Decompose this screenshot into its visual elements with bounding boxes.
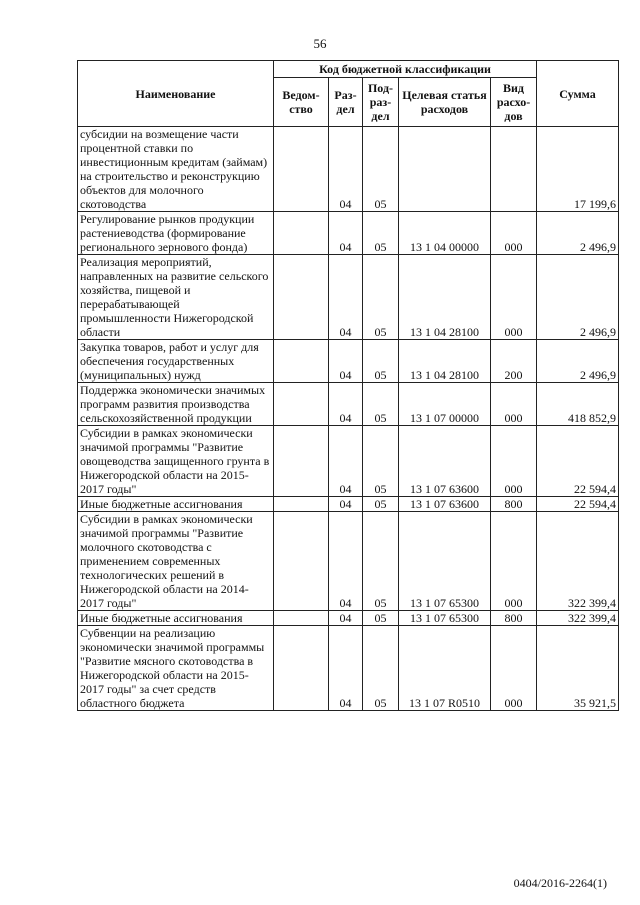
- row-sum: 2 496,9: [537, 255, 619, 340]
- table-row: [78, 497, 619, 512]
- row-razdel: 04: [329, 512, 363, 611]
- row-podrazdel: 05: [363, 340, 399, 383]
- row-podrazdel: 05: [363, 212, 399, 255]
- row-podrazdel: 05: [363, 255, 399, 340]
- row-target-article: [399, 127, 491, 212]
- row-razdel: 04: [329, 340, 363, 383]
- row-expense-type: 800: [491, 497, 537, 512]
- row-vedomstvo: [274, 426, 329, 497]
- row-razdel: 04: [329, 212, 363, 255]
- row-sum: 22 594,4: [537, 426, 619, 497]
- row-name: Регулирование рынков продукции растениеводства (формирование регионального зернового фонда): [78, 212, 274, 255]
- row-expense-type: 200: [491, 340, 537, 383]
- row-podrazdel: 05: [363, 626, 399, 711]
- row-sum: 418 852,9: [537, 383, 619, 426]
- row-target-article: 13 1 07 63600: [399, 426, 491, 497]
- row-vedomstvo: [274, 383, 329, 426]
- row-target-article: 13 1 07 65300: [399, 611, 491, 626]
- row-target-article: 13 1 04 28100: [399, 255, 491, 340]
- row-razdel: 04: [329, 127, 363, 212]
- row-target-article: 13 1 07 63600: [399, 497, 491, 512]
- table-row: [78, 626, 619, 711]
- row-sum: 17 199,6: [537, 127, 619, 212]
- row-target-article: 13 1 07 00000: [399, 383, 491, 426]
- row-vedomstvo: [274, 340, 329, 383]
- header-name: Наименование: [78, 61, 274, 127]
- row-name: Закупка товаров, работ и услуг для обеспечения государственных (муниципальных) нужд: [78, 340, 274, 383]
- row-target-article: 13 1 04 00000: [399, 212, 491, 255]
- row-sum: 322 399,4: [537, 512, 619, 611]
- row-expense-type: 000: [491, 426, 537, 497]
- row-podrazdel: 05: [363, 497, 399, 512]
- row-razdel: 04: [329, 626, 363, 711]
- table-row: [78, 383, 619, 426]
- row-podrazdel: 05: [363, 383, 399, 426]
- row-name: субсидии на возмещение части процентной ставки по инвестиционным кредитам (займам) на строительство и реконструкцию объектов для молочного скотоводства: [78, 127, 274, 212]
- row-podrazdel: 05: [363, 127, 399, 212]
- table-body: [78, 127, 619, 711]
- header-podrazdel: Под-раз-дел: [363, 78, 399, 127]
- row-podrazdel: 05: [363, 426, 399, 497]
- row-name: Субвенции на реализацию экономически значимой программы "Развитие мясного скотоводства в Нижегородской области на 2015-2017 годы" за счет средств областного бюджета: [78, 626, 274, 711]
- table-row: [78, 340, 619, 383]
- header-target-article: Целевая статья расходов: [399, 78, 491, 127]
- row-vedomstvo: [274, 611, 329, 626]
- row-target-article: 13 1 07 R0510: [399, 626, 491, 711]
- page-number: 56: [313, 36, 327, 51]
- table-row: [78, 255, 619, 340]
- table-row: [78, 512, 619, 611]
- row-expense-type: 800: [491, 611, 537, 626]
- row-vedomstvo: [274, 512, 329, 611]
- row-expense-type: 000: [491, 255, 537, 340]
- row-sum: 22 594,4: [537, 497, 619, 512]
- row-razdel: 04: [329, 255, 363, 340]
- row-target-article: 13 1 04 28100: [399, 340, 491, 383]
- row-name: Субсидии в рамках экономически значимой программы "Развитие овощеводства защищенного грунта в Нижегородской области на 2015-2017 годы": [78, 426, 274, 497]
- budget-table: [77, 60, 619, 711]
- row-expense-type: [491, 127, 537, 212]
- row-expense-type: 000: [491, 512, 537, 611]
- row-vedomstvo: [274, 626, 329, 711]
- document-id: 0404/2016-2264(1): [513, 876, 607, 890]
- row-sum: 322 399,4: [537, 611, 619, 626]
- row-target-article: 13 1 07 65300: [399, 512, 491, 611]
- row-sum: 2 496,9: [537, 212, 619, 255]
- table-row: [78, 611, 619, 626]
- row-name: Реализация мероприятий, направленных на развитие сельского хозяйства, пищевой и перерабатывающей промышленности Нижегородской области: [78, 255, 274, 340]
- row-expense-type: 000: [491, 212, 537, 255]
- row-name: Поддержка экономически значимых программ развития производства сельскохозяйственной продукции: [78, 383, 274, 426]
- row-vedomstvo: [274, 255, 329, 340]
- row-expense-type: 000: [491, 383, 537, 426]
- header-classification-group: Код бюджетной классификации: [274, 61, 537, 78]
- row-razdel: 04: [329, 383, 363, 426]
- row-vedomstvo: [274, 127, 329, 212]
- header-vedomstvo: Ведом-ство: [274, 78, 329, 127]
- row-vedomstvo: [274, 212, 329, 255]
- row-podrazdel: 05: [363, 512, 399, 611]
- header-sum: Сумма: [537, 61, 619, 127]
- row-razdel: 04: [329, 611, 363, 626]
- row-sum: 2 496,9: [537, 340, 619, 383]
- row-name: Иные бюджетные ассигнования: [78, 611, 274, 626]
- row-expense-type: 000: [491, 626, 537, 711]
- header-expense-type: Вид расхо-дов: [491, 78, 537, 127]
- table-row: [78, 426, 619, 497]
- header-razdel: Раз-дел: [329, 78, 363, 127]
- row-sum: 35 921,5: [537, 626, 619, 711]
- row-name: Субсидии в рамках экономически значимой программы "Развитие молочного скотоводства с применением современных технологических решений в Нижегородской области на 2014-2017 годы": [78, 512, 274, 611]
- table-row: [78, 127, 619, 212]
- row-name: Иные бюджетные ассигнования: [78, 497, 274, 512]
- row-vedomstvo: [274, 497, 329, 512]
- table-row: [78, 212, 619, 255]
- row-razdel: 04: [329, 426, 363, 497]
- row-razdel: 04: [329, 497, 363, 512]
- row-podrazdel: 05: [363, 611, 399, 626]
